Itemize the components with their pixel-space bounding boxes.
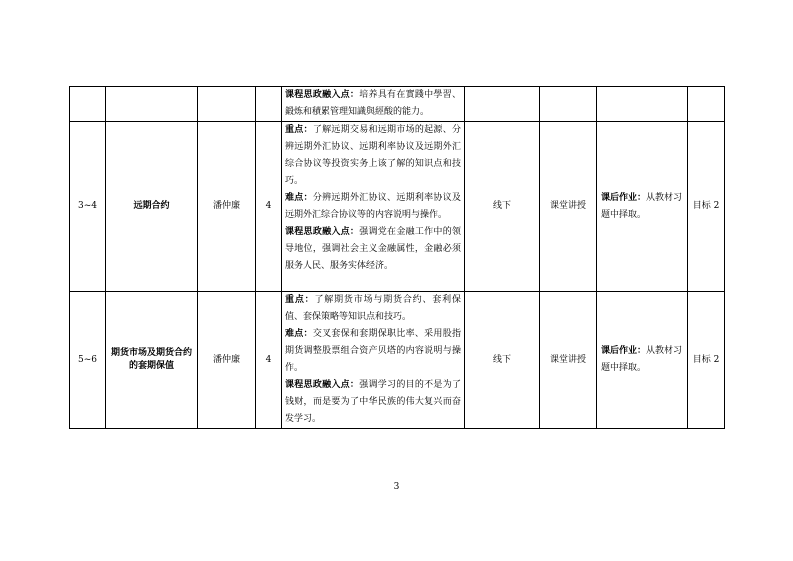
content-text: 培养具有在實踐中學習、鍛炼和積累管理知識與經酸的能力。 (285, 90, 461, 117)
content-paragraph (285, 122, 461, 190)
week-cell: 5~6 (70, 292, 106, 429)
content-paragraph (285, 87, 461, 121)
content-paragraph (285, 224, 461, 275)
teacher-cell: 潘仲廉 (198, 122, 256, 292)
homework-cell (597, 292, 688, 429)
content-text: 强调党在金融工作中的领导地位，强调社会主义金融属性，金融必须服务人民、服务实体经济。 (285, 227, 461, 271)
week-cell: 3~4 (70, 122, 106, 292)
content-cell (282, 292, 465, 429)
content-text: 了解期货市场与期货合约、套利保值、套保策略等知识点和技巧。 (285, 295, 461, 322)
week-cell (70, 87, 106, 122)
homework-label: 课后作业： (601, 346, 647, 356)
homework-text: 从教材习题中择取。 (601, 346, 683, 373)
content-text: 交叉套保和套期保职比率、采用股指期货调整股票组合资产贝塔的内容说明与操作。 (285, 329, 461, 373)
content-label: 重点： (285, 125, 313, 135)
content-paragraph (285, 292, 461, 326)
teacher-cell: 潘仲廉 (198, 292, 256, 429)
hours-cell: 4 (256, 122, 282, 292)
table-row (70, 122, 725, 292)
teacher-cell (198, 87, 256, 122)
table-row (70, 292, 725, 429)
mode-cell (465, 87, 540, 122)
content-paragraph (285, 326, 461, 377)
method-cell (540, 87, 597, 122)
content-paragraph (285, 377, 461, 428)
topic-cell: 期货市场及期货合约的套期保值 (106, 292, 198, 429)
content-cell (282, 122, 465, 292)
content-label: 课程思政融入点： (285, 380, 360, 390)
content-label: 难点： (285, 329, 313, 339)
hours-cell: 4 (256, 292, 282, 429)
content-label: 难点： (285, 193, 313, 203)
method-cell: 课堂讲授 (540, 122, 597, 292)
content-cell (282, 87, 465, 122)
homework-text: 从教材习题中择取。 (601, 192, 683, 220)
homework-cell (597, 87, 688, 122)
objective-cell (688, 87, 725, 122)
content-label: 课程思政融入点： (285, 90, 360, 100)
mode-cell: 线下 (465, 122, 540, 292)
homework-label: 课后作业： (601, 192, 647, 203)
objective-cell: 目标 2 (688, 122, 725, 292)
objective-cell: 目标 2 (688, 292, 725, 429)
content-text: 分辨远期外汇协议、远期利率协议及远期外汇综合协议等的内容说明与操作。 (285, 193, 461, 220)
mode-cell: 线下 (465, 292, 540, 429)
table-row (70, 87, 725, 122)
content-text: 强调学习的目的不是为了钱财，而是要为了中华民族的伟大复兴而奋发学习。 (285, 380, 461, 424)
page-number: 3 (393, 482, 400, 492)
topic-cell (106, 87, 198, 122)
course-schedule-table (69, 86, 725, 429)
topic-cell: 远期合约 (106, 122, 198, 292)
homework-cell (597, 122, 688, 292)
content-text: 了解远期交易和远期市场的起源、分辨远期外汇协议、远期利率协议及远期外汇综合协议等投资实务上该了解的知识点和技巧。 (285, 125, 461, 186)
content-paragraph (285, 190, 461, 224)
content-label: 重点： (285, 295, 315, 305)
method-cell: 课堂讲授 (540, 292, 597, 429)
hours-cell (256, 87, 282, 122)
content-label: 课程思政融入点： (285, 227, 360, 237)
